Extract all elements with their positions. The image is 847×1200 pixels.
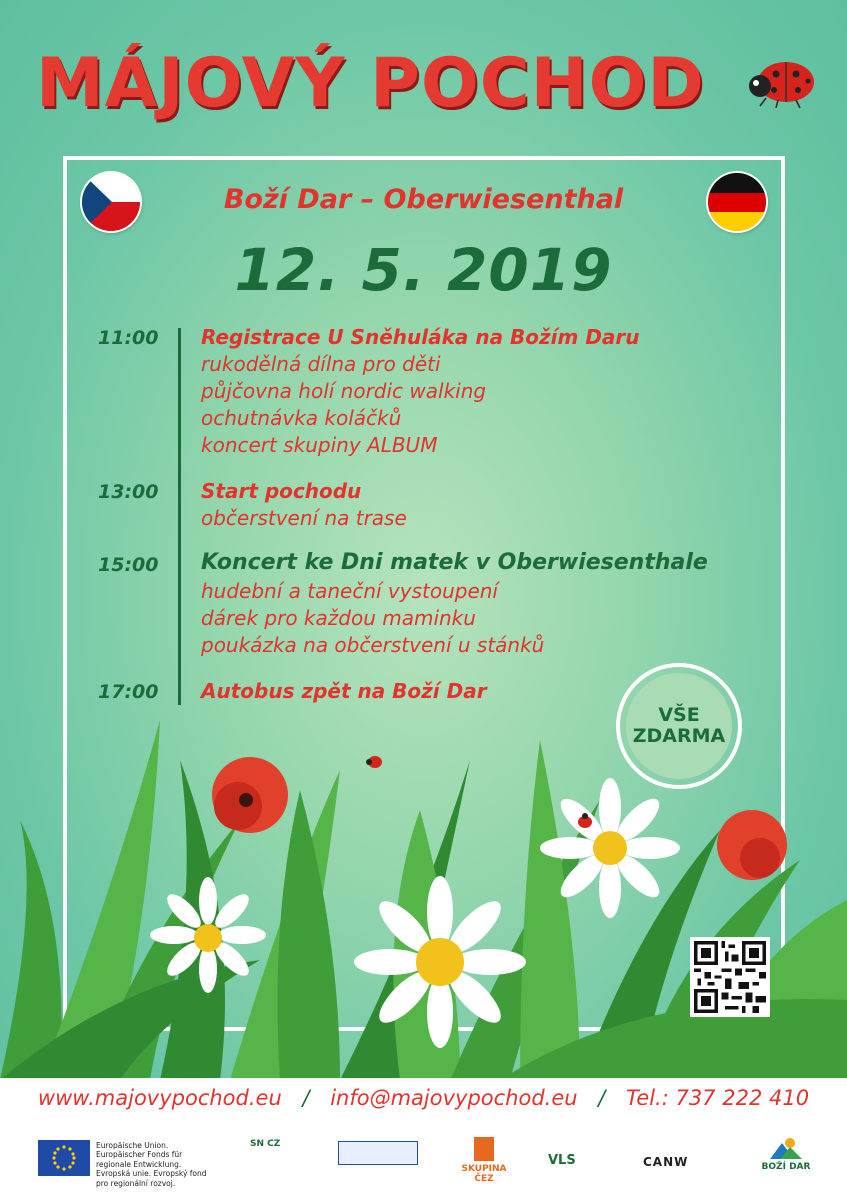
vls-logo — [548, 1153, 576, 1168]
schedule-time: 13:00 — [98, 481, 159, 503]
contact-line — [0, 1086, 847, 1116]
bozi-dar-logo — [758, 1137, 814, 1172]
contact-separator: / — [302, 1086, 310, 1110]
qr-code[interactable] — [690, 937, 770, 1017]
small-ladybug-icon — [366, 756, 382, 768]
sn-cz-logo — [250, 1139, 280, 1149]
schedule-item: občerstvení na trase — [201, 506, 407, 530]
ladybug-icon — [746, 52, 818, 108]
website-link[interactable]: www.majovypochod.eu — [37, 1086, 282, 1110]
canw-logo — [643, 1155, 688, 1169]
schedule-item: půjčovna holí nordic walking — [201, 379, 487, 403]
schedule-headline: Autobus zpět na Boží Dar — [201, 679, 487, 703]
schedule-item: poukázka na občerstvení u stánků — [201, 633, 545, 657]
bozi-dar-label: BOŽÍ DAR — [761, 1162, 811, 1172]
schedule-item: ochutnávka koláčků — [201, 406, 402, 430]
schedule-item: rukodělná dílna pro děti — [201, 352, 441, 376]
sponsor-logos — [0, 1135, 847, 1188]
schedule-headline: Registrace U Sněhuláka na Božím Daru — [201, 325, 640, 349]
sn-cz-label: SN CZ — [250, 1139, 281, 1149]
route-subtitle: Boží Dar – Oberwiesenthal — [223, 184, 624, 215]
schedule-item: dárek pro každou maminku — [201, 606, 476, 630]
event-date: 12. 5. 2019 — [234, 236, 613, 304]
cooperation-logo — [338, 1141, 418, 1165]
schedule-headline: Start pochodu — [201, 479, 362, 503]
poppy-flower — [717, 810, 787, 880]
page-title: MÁJOVÝ POCHOD — [36, 44, 705, 123]
eu-funding-text: Europäische Union. Europäischer Fonds für regionale Entwicklung. Evropská unie. Evropský fond pro regionální rozvoj. — [96, 1141, 207, 1188]
cez-logo — [454, 1137, 514, 1184]
schedule-time: 15:00 — [98, 554, 159, 576]
schedule-time: 17:00 — [98, 681, 159, 703]
vls-label: VLS — [548, 1153, 576, 1168]
eu-flag-icon — [38, 1140, 90, 1176]
poppy-flower — [212, 757, 288, 833]
phone-number: Tel.: 737 222 410 — [626, 1086, 810, 1110]
cez-label: SKUPINA ČEZ — [461, 1164, 507, 1184]
schedule-item: hudební a taneční vystoupení — [201, 579, 498, 603]
cez-mark-icon — [474, 1137, 494, 1161]
badge-line: ZDARMA — [632, 725, 726, 747]
schedule-item: koncert skupiny ALBUM — [201, 433, 438, 457]
badge-line: VŠE — [658, 704, 700, 727]
schedule-headline: Koncert ke Dni matek v Oberwiesenthale — [201, 550, 708, 575]
timeline-divider — [178, 328, 181, 705]
canw-label: CANW — [643, 1155, 689, 1169]
mountain-icon — [770, 1137, 802, 1159]
contact-separator: / — [598, 1086, 606, 1110]
schedule-time: 11:00 — [98, 327, 159, 349]
email-link[interactable]: info@majovypochod.eu — [330, 1086, 578, 1110]
grass-flowers-illustration — [0, 700, 847, 1078]
